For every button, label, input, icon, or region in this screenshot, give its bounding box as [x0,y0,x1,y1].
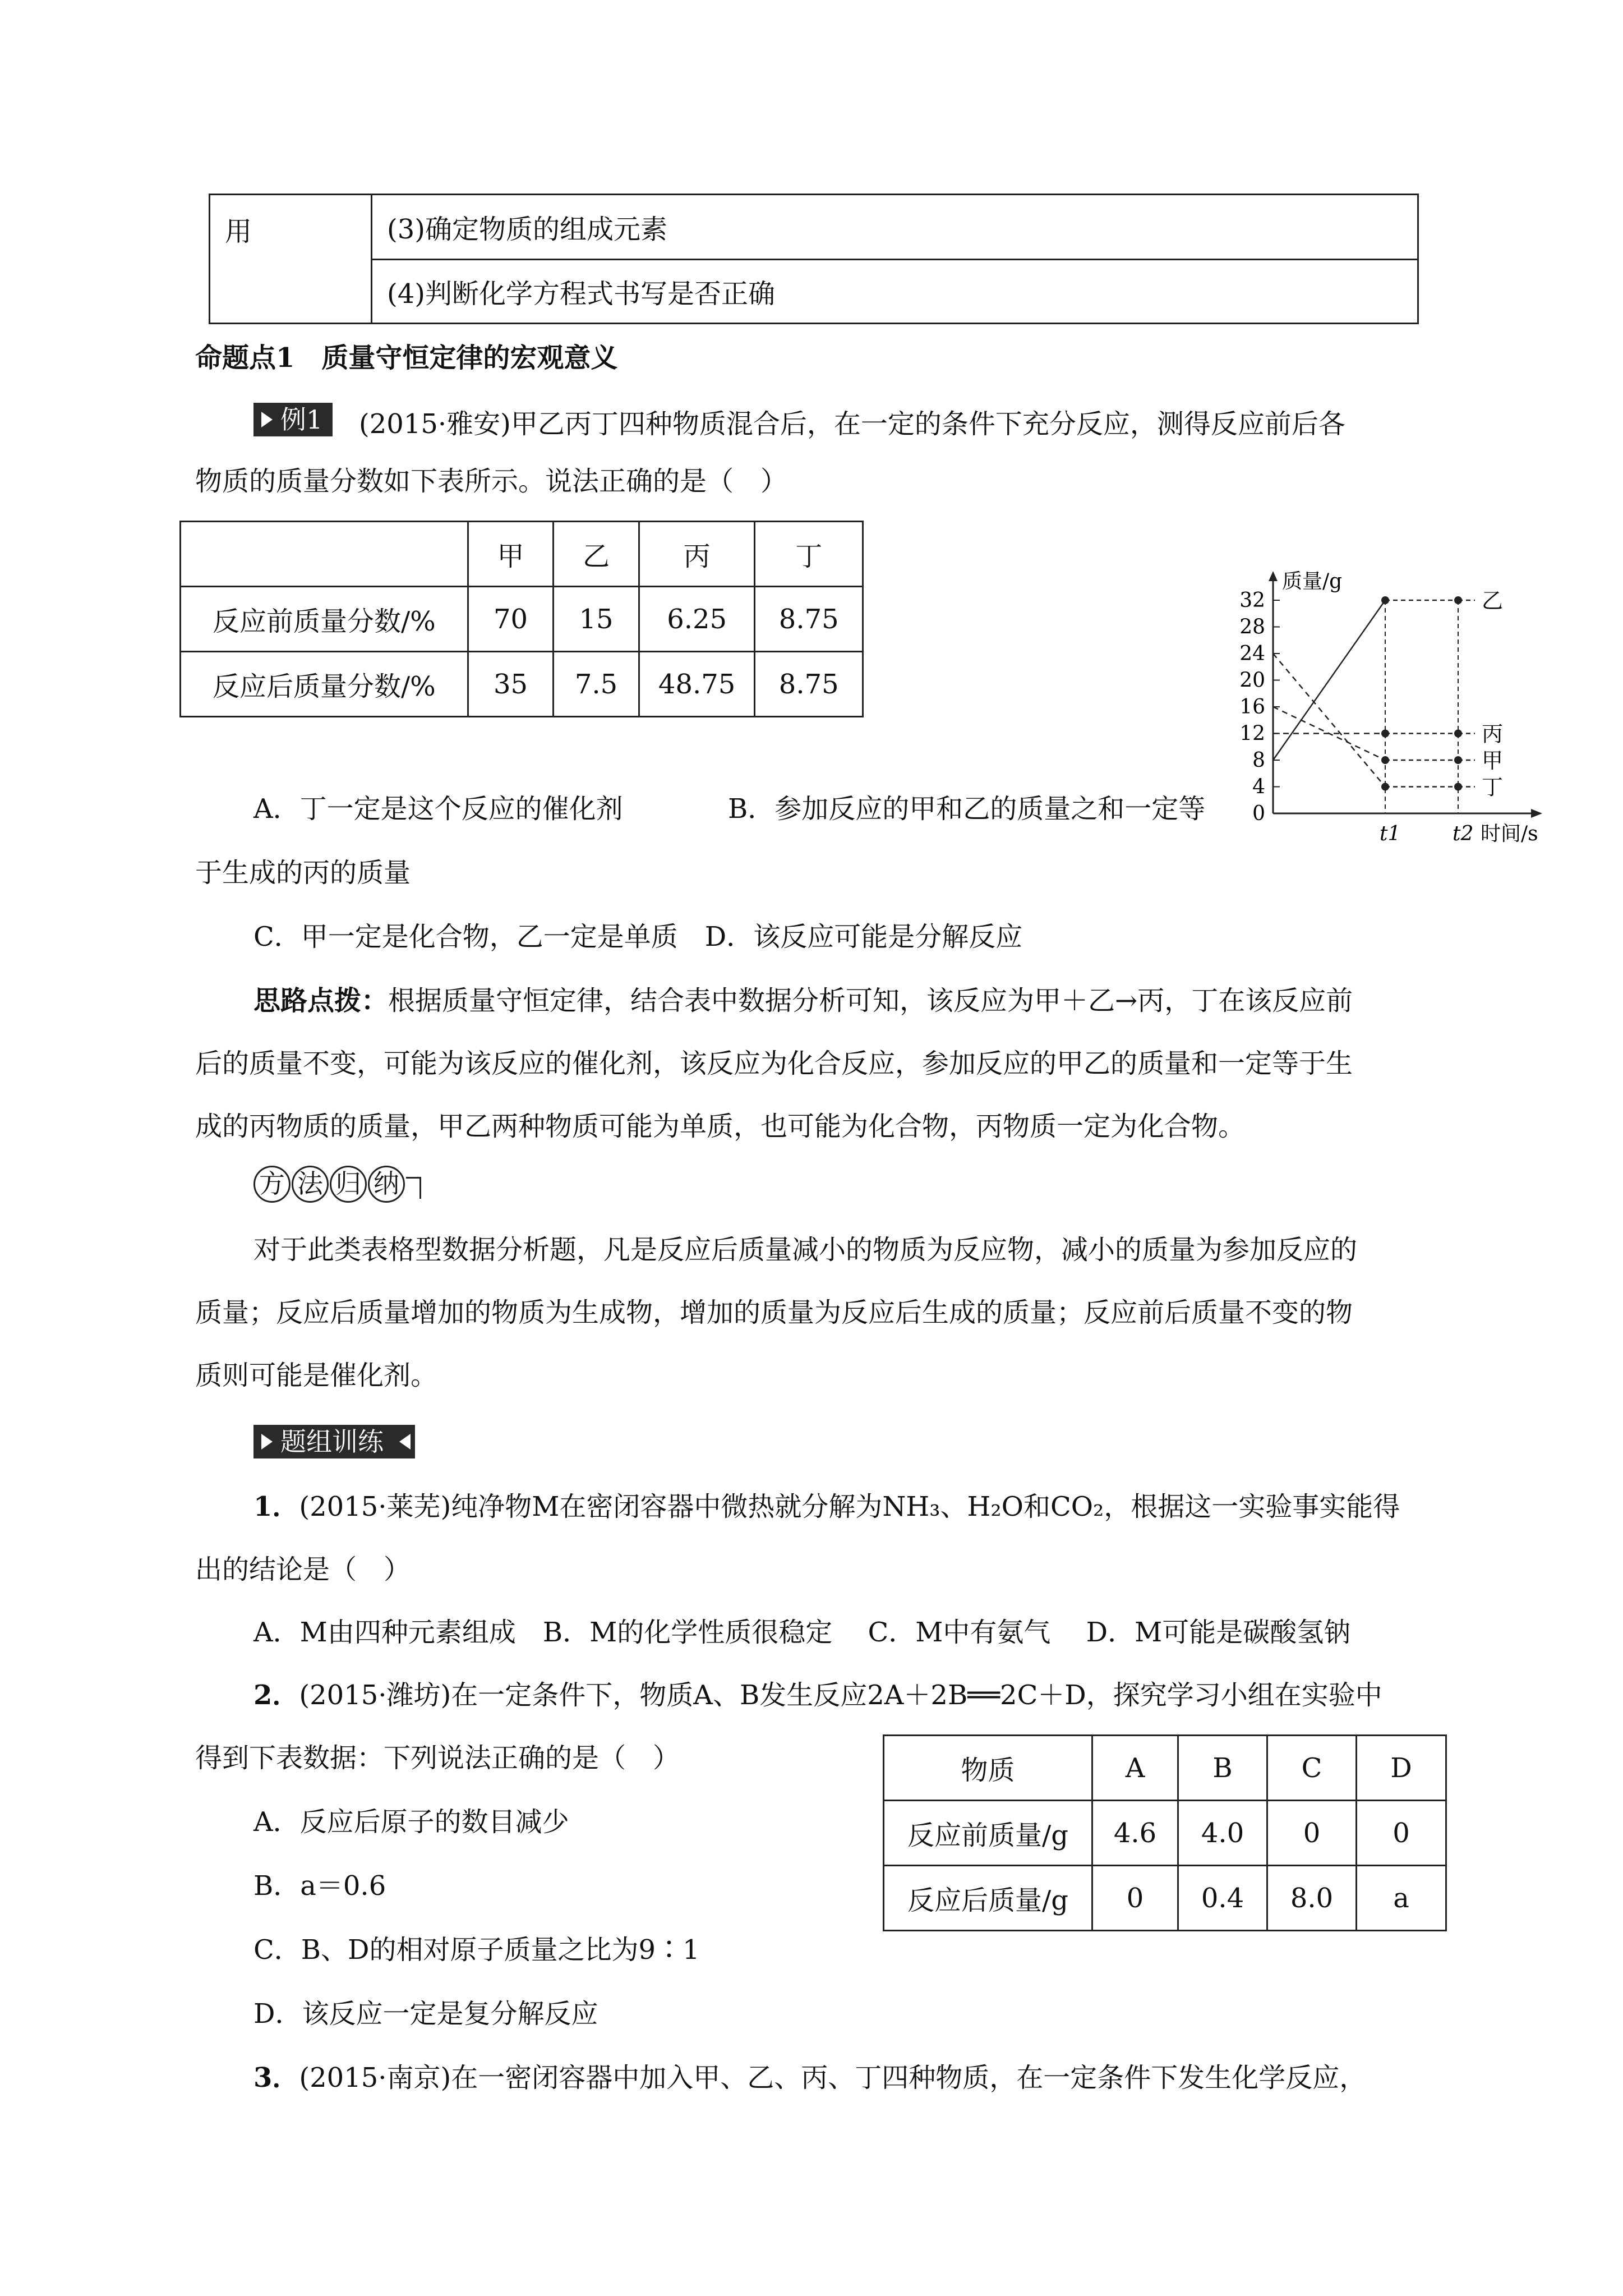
q3-line1: 3．(2015·南京)在一密闭容器中加入甲、乙、丙、丁四种物质，在一定条件下发生化学反应， [253,2062,1367,2093]
top-table-left-cell: 用 [210,195,372,324]
series-label: 甲 [1482,748,1504,773]
q2-cell: 0 [1267,1801,1357,1866]
ex-cell: 反应前质量分数/% [181,587,468,652]
q2-th-1: A [1092,1736,1178,1801]
x-tick-label: t1 [1380,822,1401,845]
q2-option-a: A．反应后原子的数目减少 [253,1806,569,1838]
series-label: 丙 [1482,721,1504,747]
y-axis-arrow [1269,571,1278,581]
y-tick-label: 16 [1239,696,1265,719]
q2-line1: 2．(2015·潍坊)在一定条件下，物质A、B发生反应2A＋2B══2C＋D，探究学习小组在实验中 [253,1680,1382,1711]
ex-cell: 35 [468,652,554,717]
ex-cell: 48.75 [639,652,755,717]
q2-th-0: 物质 [884,1736,1092,1801]
top-table-row2: (4)判断化学方程式书写是否正确 [372,260,1418,324]
example-line1: (2015·雅安)甲乙丙丁四种物质混合后，在一定的条件下充分反应，测得反应前后各 [359,408,1345,440]
y-tick-label: 8 [1252,749,1265,772]
y-tick-label: 0 [1252,802,1265,825]
series-line [1273,600,1385,760]
q2-line2: 得到下表数据：下列说法正确的是（ ） [195,1742,680,1774]
ex-cell: 6.25 [639,587,755,652]
ex-th-3: 丙 [639,522,755,587]
method-char: 方 [253,1166,291,1203]
q2-cell: 8.0 [1267,1866,1357,1931]
q2-cell: 0.4 [1178,1866,1267,1931]
method-line3: 质则可能是催化剂。 [195,1360,438,1391]
series-point [1454,756,1462,764]
ex-cell: 7.5 [554,652,639,717]
q2-th-4: D [1357,1736,1446,1801]
series-point [1454,596,1462,604]
hint-line2: 后的质量不变，可能为该反应的催化剂，该反应为化合反应，参加反应的甲乙的质量和一定等于生 [195,1048,1353,1079]
ex-cell: 8.75 [755,652,863,717]
x-axis-arrow [1531,809,1542,818]
series-point [1381,756,1389,764]
hint-label: 思路点拨： [253,985,389,1016]
y-tick-label: 4 [1252,775,1265,799]
y-axis-label: 质量/g [1282,570,1343,593]
q2-th-3: C [1267,1736,1357,1801]
q2-cell: 4.6 [1092,1801,1178,1866]
y-tick-label: 28 [1239,615,1265,639]
ex-cell: 70 [468,587,554,652]
ex-cell: 8.75 [755,587,863,652]
series-label: 乙 [1482,588,1504,613]
example-option-a: A．丁一定是这个反应的催化剂 [253,793,623,825]
y-tick-label: 24 [1239,642,1265,665]
y-tick-label: 12 [1239,722,1265,746]
q2-cell: a [1357,1866,1446,1931]
hint-line3: 成的丙物质的质量，甲乙两种物质可能为单质，也可能为化合物，丙物质一定为化合物。 [195,1111,1246,1142]
triangle-left-icon [399,1434,411,1450]
corner-arrow-icon [406,1177,421,1199]
q2-option-d: D．该反应一定是复分解反应 [253,1998,598,2030]
q1-line1: 1．(2015·莱芜)纯净物M在密闭容器中微热就分解为NH₃、H₂O和CO₂，根据这一实验事实能得 [253,1491,1400,1522]
ex-th-4: 丁 [755,522,863,587]
q2-cell: 0 [1357,1801,1446,1866]
method-badge [253,1166,421,1203]
method-char: 纳 [368,1166,405,1203]
q1-options: A．M由四种元素组成 B．M的化学性质很稳定 C．M中有氨气 D．M可能是碳酸氢钠 [253,1617,1351,1648]
q2-cell: 反应前质量/g [884,1801,1092,1866]
series-point [1381,596,1389,604]
triangle-icon [261,1434,273,1450]
method-line1: 对于此类表格型数据分析题，凡是反应后质量减小的物质为反应物，减小的质量为参加反应的 [253,1234,1358,1266]
mass-time-chart [1217,567,1565,847]
series-line [1273,654,1385,787]
q1-line2: 出的结论是（ ） [195,1554,411,1585]
example-option-cd: C．甲一定是化合物，乙一定是单质 D．该反应可能是分解反应 [253,921,1023,953]
example-option-b1: B．参加反应的甲和乙的质量之和一定等 [728,793,1206,825]
q2-th-2: B [1178,1736,1267,1801]
example-tag: 例1 [253,403,333,436]
method-line2: 质量；反应后质量增加的物质为生成物，增加的质量为反应后生成的质量；反应前后质量不变的物 [195,1297,1353,1328]
ex-cell: 反应后质量分数/% [181,652,468,717]
example-table [179,521,864,717]
ex-th-0 [181,522,468,587]
q2-cell: 反应后质量/g [884,1866,1092,1931]
q2-table [883,1734,1447,1931]
series-label: 丁 [1482,775,1504,800]
top-table-row1: (3)确定物质的组成元素 [372,195,1418,260]
y-tick-label: 20 [1239,669,1265,692]
method-char: 归 [330,1166,367,1203]
hint-line1: 思路点拨：根据质量守恒定律，结合表中数据分析可知，该反应为甲＋乙→丙，丁在该反应前 [253,985,1353,1016]
q2-cell: 4.0 [1178,1801,1267,1866]
example-line2: 物质的质量分数如下表所示。说法正确的是（ ） [195,466,788,497]
series-point [1381,730,1389,738]
example-option-b2: 于生成的丙的质量 [195,857,411,889]
method-char: 法 [292,1166,329,1203]
triangle-icon [261,412,273,427]
series-point [1381,783,1389,791]
ex-th-1: 甲 [468,522,554,587]
series-point [1454,783,1462,791]
y-tick-label: 32 [1239,589,1265,612]
q2-cell: 0 [1092,1866,1178,1931]
series-point [1454,730,1462,738]
section-title: 命题点1 质量守恒定律的宏观意义 [195,342,618,374]
ex-cell: 15 [554,587,639,652]
ex-th-2: 乙 [554,522,639,587]
x-tick-label: t2 [1453,822,1474,845]
x-axis-label: 时间/s [1481,822,1538,845]
q2-option-c: C．B、D的相对原子质量之比为9∶1 [253,1934,700,1966]
q2-option-b: B．a＝0.6 [253,1870,386,1902]
top-table [209,194,1419,324]
group-tag: 题组训练 [253,1425,415,1458]
